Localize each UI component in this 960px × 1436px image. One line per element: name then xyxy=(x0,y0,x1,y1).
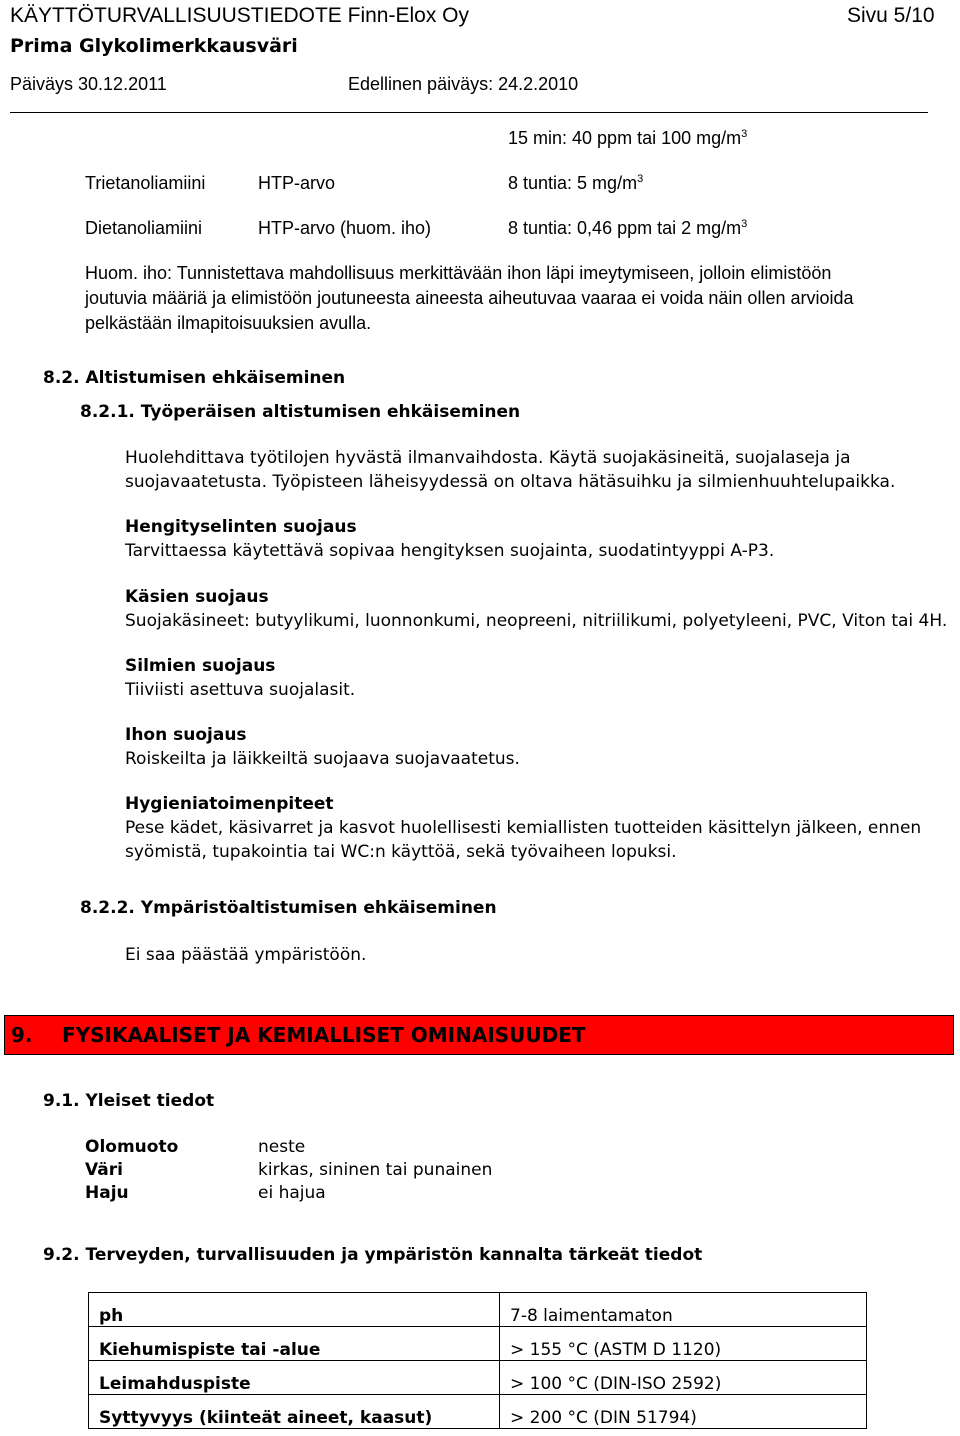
note-line: joutuvia määriä ja elimistöön joutuneesta aineesta aiheutuvaa vaaraa ei voida näin ollen arvioida xyxy=(85,288,854,308)
property-value: neste xyxy=(258,1137,306,1157)
property-value: kirkas, sininen tai punainen xyxy=(258,1160,493,1180)
table-row xyxy=(89,1327,867,1361)
section-heading-8-2-2: 8.2.2. Ympäristöaltistumisen ehkäiseminen xyxy=(80,898,497,918)
section-9-title: FYSIKAALISET JA KEMIALLISET OMINAISUUDET xyxy=(62,1023,586,1047)
environment-text: Ei saa päästää ympäristöön. xyxy=(125,945,367,965)
hygiene-line: syömistä, tupakointia tai WC:n käyttöä, sekä työvaiheen lopuksi. xyxy=(125,842,677,862)
eyes-title: Silmien suojaus xyxy=(125,656,276,676)
table-cell-value: 7-8 laimentamaton xyxy=(500,1293,867,1327)
intro-line: suojavaatetusta. Työpisteen läheisyydessä on oltava hätäsuihku ja silmienhuuhtelupaikka. xyxy=(125,472,896,492)
note-line: pelkästään ilmapitoisuuksien avulla. xyxy=(85,313,372,333)
document-title: KÄYTTÖTURVALLISUUSTIEDOTE Finn-Elox Oy xyxy=(10,4,469,27)
page-number: Sivu 5/10 xyxy=(847,4,935,27)
hygiene-title: Hygieniatoimenpiteet xyxy=(125,794,334,814)
skin-text: Roiskeilta ja läikkeiltä suojaava suojavaatetus. xyxy=(125,749,520,769)
hands-title: Käsien suojaus xyxy=(125,587,269,607)
previous-date: Edellinen päiväys: 24.2.2010 xyxy=(348,74,579,94)
table-cell-value: > 155 °C (ASTM D 1120) xyxy=(500,1327,867,1361)
respiratory-text: Tarvittaessa käytettävä sopivaa hengityksen suojainta, suodatintyyppi A-P3. xyxy=(125,541,775,561)
respiratory-title: Hengityselinten suojaus xyxy=(125,517,357,537)
table-row xyxy=(89,1361,867,1395)
section-heading-8-2: 8.2. Altistumisen ehkäiseminen xyxy=(43,368,346,388)
property-label: Väri xyxy=(85,1160,123,1180)
table-row xyxy=(89,1293,867,1327)
exposure-substance: Trietanoliamiini xyxy=(85,173,206,193)
hands-text: Suojakäsineet: butyylikumi, luonnonkumi, neopreeni, nitriilikumi, polyetyleeni, PVC, Viton tai 4H. xyxy=(125,611,948,631)
section-9-bar xyxy=(4,1015,954,1055)
section-heading-8-2-1: 8.2.1. Työperäisen altistumisen ehkäiseminen xyxy=(80,402,521,422)
product-name: Prima Glykolimerkkausväri xyxy=(10,35,298,57)
hygiene-line: Pese kädet, käsivarret ja kasvot huolellisesti kemiallisten tuotteiden käsittelyn jälkeen, ennen xyxy=(125,818,922,838)
exposure-type: HTP-arvo (huom. iho) xyxy=(258,218,432,238)
table-cell-value: > 200 °C (DIN 51794) xyxy=(500,1395,867,1429)
properties-table xyxy=(88,1292,867,1429)
eyes-text: Tiiviisti asettuva suojalasit. xyxy=(125,680,356,700)
table-cell-label: Kiehumispiste tai -alue xyxy=(89,1327,500,1361)
table-cell-label: ph xyxy=(89,1293,500,1327)
section-9-number: 9. xyxy=(11,1023,33,1047)
table-cell-label: Leimahduspiste xyxy=(89,1361,500,1395)
exposure-value: 8 tuntia: 0,46 ppm tai 2 $mg/m^3$ xyxy=(508,218,748,238)
note-line: Huom. iho: Tunnistettava mahdollisuus merkittävään ihon läpi imeytymiseen, jolloin elimistöön xyxy=(85,263,832,283)
table-cell-label: Syttyvyys (kiinteät aineet, kaasut) xyxy=(89,1395,500,1429)
table-cell-value: > 100 °C (DIN-ISO 2592) xyxy=(500,1361,867,1395)
issue-date: Päiväys 30.12.2011 xyxy=(10,74,167,94)
section-heading-9-1: 9.1. Yleiset tiedot xyxy=(43,1091,215,1111)
table-row xyxy=(89,1395,867,1429)
exposure-substance: Dietanoliamiini xyxy=(85,218,203,238)
skin-title: Ihon suojaus xyxy=(125,725,247,745)
section-heading-9-2: 9.2. Terveyden, turvallisuuden ja ympäristön kannalta tärkeät tiedot xyxy=(43,1245,703,1265)
property-label: Olomuoto xyxy=(85,1137,179,1157)
exposure-type: HTP-arvo xyxy=(258,173,336,193)
header-divider xyxy=(10,112,928,113)
property-label: Haju xyxy=(85,1183,129,1203)
intro-line: Huolehdittava työtilojen hyvästä ilmanvaihdosta. Käytä suojakäsineitä, suojalaseja ja xyxy=(125,448,851,468)
exposure-continuation: 15 min: 40 ppm tai 100 $mg/m^3$ xyxy=(508,128,748,148)
property-value: ei hajua xyxy=(258,1183,326,1203)
exposure-value: 8 tuntia: 5 $mg/m^3$ xyxy=(508,173,644,193)
